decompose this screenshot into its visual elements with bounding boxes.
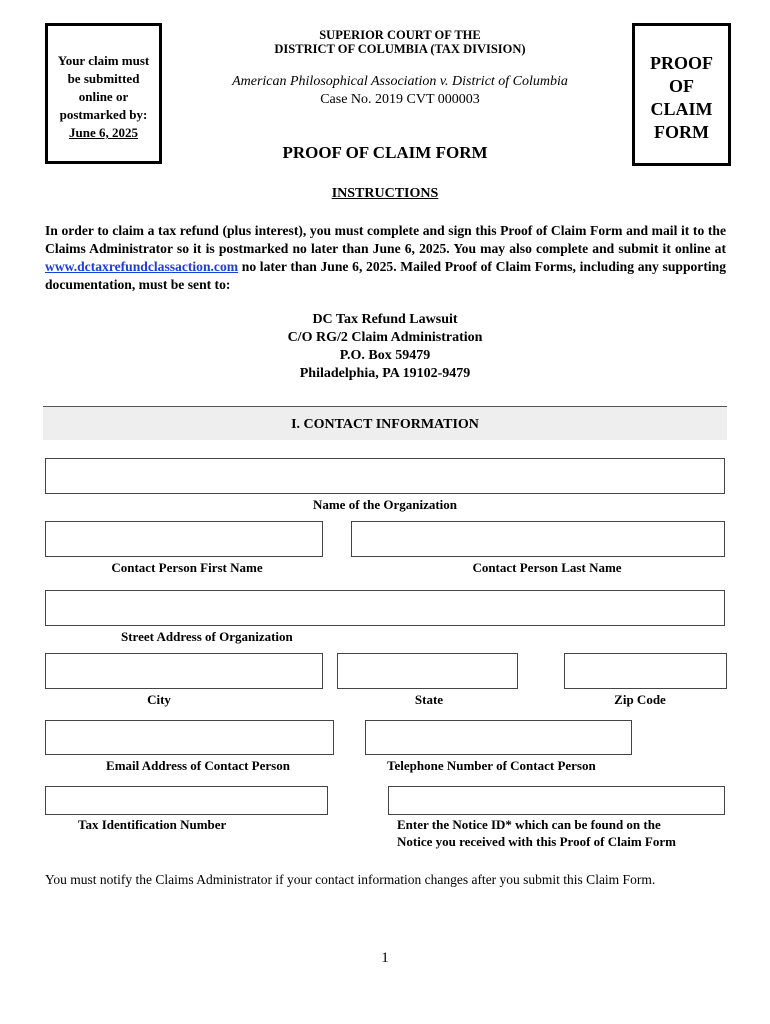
deadline-date: June 6, 2025 bbox=[69, 125, 138, 140]
section-header-contact: I. CONTACT INFORMATION bbox=[43, 406, 727, 440]
claim-website-link[interactable]: www.dctaxrefundclassaction.com bbox=[45, 259, 239, 274]
court-line-2: DISTRICT OF COLUMBIA (TAX DIVISION) bbox=[274, 42, 526, 56]
address-line-1: DC Tax Refund Lawsuit bbox=[312, 312, 458, 327]
last-name-field[interactable] bbox=[351, 521, 725, 557]
organization-name-field[interactable] bbox=[45, 458, 725, 494]
case-name: American Philosophical Association v. District of Columbia bbox=[232, 74, 568, 89]
last-name-label: Contact Person Last Name bbox=[472, 560, 622, 575]
title-box-line-3: CLAIM bbox=[650, 99, 713, 119]
telephone-field[interactable] bbox=[365, 720, 632, 755]
address-line-4: Philadelphia, PA 19102-9479 bbox=[299, 366, 471, 381]
organization-name-label: Name of the Organization bbox=[312, 497, 458, 512]
instructions-text-2: no later than June 6, 2025. Mailed Proof of Claim Forms, including any supporting documentation, must be sent to: bbox=[45, 259, 726, 292]
tax-id-field[interactable] bbox=[45, 786, 328, 815]
street-address-label: Street Address of Organization bbox=[121, 629, 293, 644]
title-box-line-4: FORM bbox=[654, 122, 709, 142]
case-number: Case No. 2019 CVT 000003 bbox=[320, 92, 480, 107]
zip-code-label: Zip Code bbox=[614, 692, 666, 707]
page-title: PROOF OF CLAIM FORM bbox=[282, 143, 488, 162]
address-line-2: C/O RG/2 Claim Administration bbox=[287, 330, 483, 345]
email-field[interactable] bbox=[45, 720, 334, 755]
deadline-line-4: postmarked by: bbox=[59, 107, 148, 122]
deadline-line-2: be submitted bbox=[67, 71, 140, 86]
court-header bbox=[230, 28, 570, 56]
first-name-label: Contact Person First Name bbox=[111, 560, 263, 575]
notice-id-label-line-1: Enter the Notice ID* which can be found on the bbox=[397, 817, 661, 832]
deadline-line-1: Your claim must bbox=[57, 53, 150, 68]
first-name-field[interactable] bbox=[45, 521, 323, 557]
tax-id-label: Tax Identification Number bbox=[78, 817, 227, 832]
title-box-line-2: OF bbox=[669, 76, 694, 96]
deadline-line-3: online or bbox=[78, 89, 129, 104]
instructions-text-1: In order to claim a tax refund (plus interest), you must complete and sign this Proof of Claim Form and mail it to the Claims Administrator so it is postmarked no later than June 6, 2025. You may also complete and submit it online at bbox=[45, 223, 726, 256]
notice-id-label bbox=[397, 816, 676, 850]
email-label: Email Address of Contact Person bbox=[106, 758, 290, 773]
mailing-address bbox=[200, 311, 570, 383]
telephone-label: Telephone Number of Contact Person bbox=[387, 758, 596, 773]
address-line-3: P.O. Box 59479 bbox=[339, 348, 431, 363]
instructions-text bbox=[45, 222, 726, 294]
notice-id-field[interactable] bbox=[388, 786, 725, 815]
deadline-box bbox=[45, 23, 162, 164]
court-line-1: SUPERIOR COURT OF THE bbox=[319, 28, 481, 42]
contact-change-note: You must notify the Claims Administrator if your contact information changes after you submit this Claim Form. bbox=[45, 872, 656, 887]
title-box-line-1: PROOF bbox=[650, 53, 713, 73]
state-label: State bbox=[414, 692, 444, 707]
state-field[interactable] bbox=[337, 653, 518, 689]
notice-id-label-line-2: Notice you received with this Proof of Claim Form bbox=[397, 834, 676, 849]
title-box bbox=[632, 23, 731, 166]
instructions-heading: INSTRUCTIONS bbox=[331, 186, 439, 201]
zip-code-field[interactable] bbox=[564, 653, 727, 689]
city-field[interactable] bbox=[45, 653, 323, 689]
city-label: City bbox=[147, 692, 171, 707]
street-address-field[interactable] bbox=[45, 590, 725, 626]
page-number: 1 bbox=[381, 950, 389, 966]
